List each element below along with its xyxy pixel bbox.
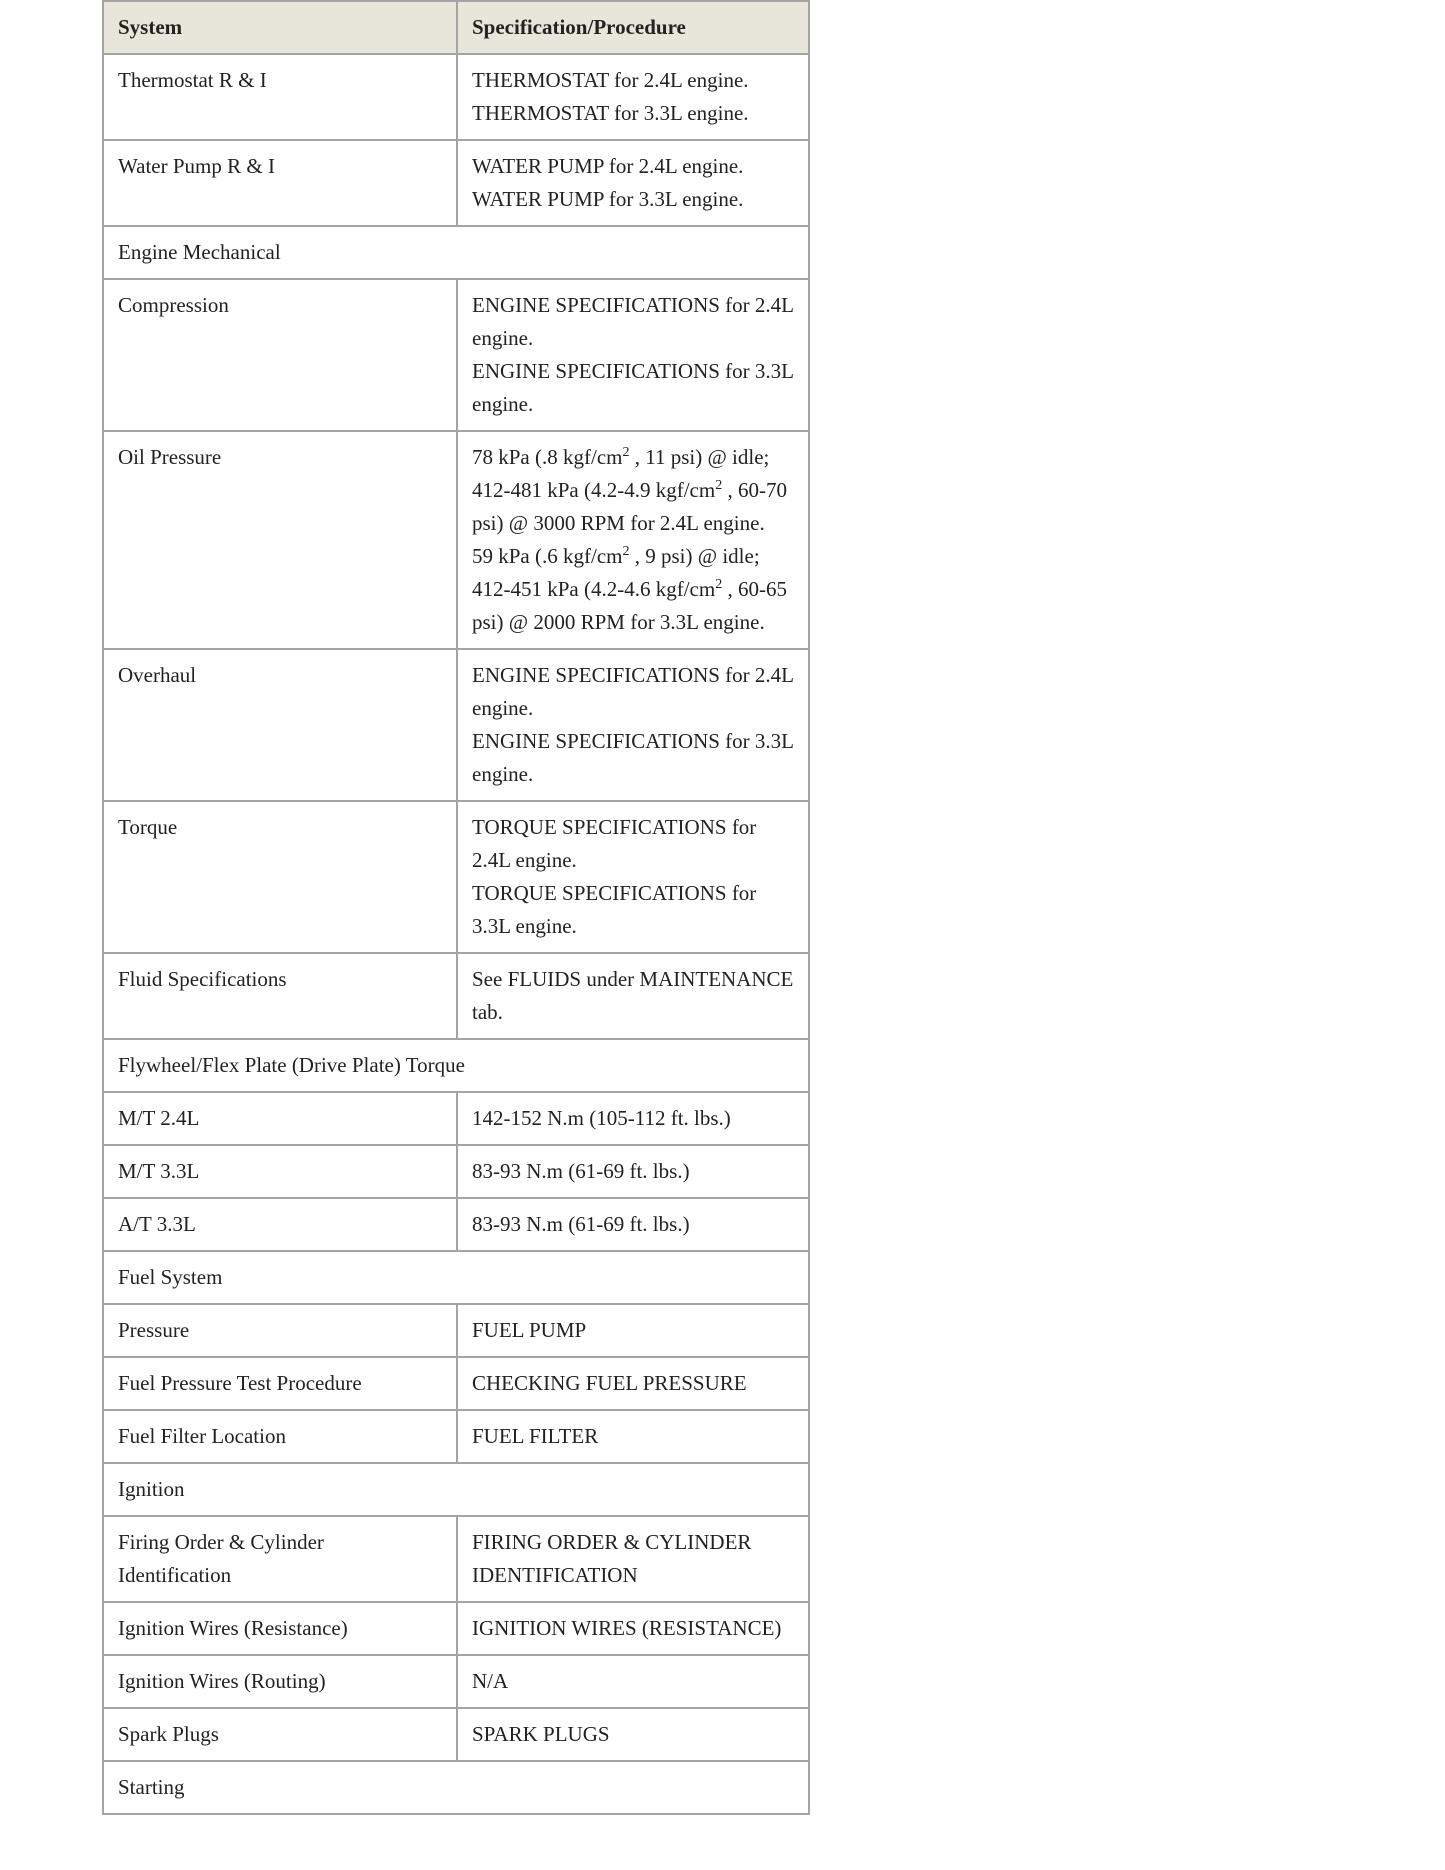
text-segment: , 60-70 psi) @ 3000 RPM for 2.4L engine. [472,478,787,535]
text-segment: 78 kPa (.8 kgf/cm [472,445,623,469]
table-row [103,1655,809,1708]
superscript: 2 [715,577,723,592]
table-row [103,431,809,649]
row-label: Firing Order & Cylinder Identification [103,1516,457,1602]
section-row [103,1761,809,1814]
row-value [457,54,809,140]
specifications-table [102,0,810,1815]
row-value [457,649,809,801]
value-line: ENGINE SPECIFICATIONS for 3.3L engine. [472,359,794,416]
row-value [457,431,809,649]
row-value: FUEL FILTER [457,1410,809,1463]
row-value [457,279,809,431]
value-line: THERMOSTAT for 2.4L engine. [472,68,749,92]
value-line: ENGINE SPECIFICATIONS for 2.4L engine. [472,293,794,350]
row-value: FUEL PUMP [457,1304,809,1357]
table-row [103,1602,809,1655]
row-label: Ignition Wires (Routing) [103,1655,457,1708]
table-header-row [103,1,809,54]
section-row [103,226,809,279]
section-row [103,1463,809,1516]
table-row [103,1304,809,1357]
row-label: Pressure [103,1304,457,1357]
row-value: 83-93 N.m (61-69 ft. lbs.) [457,1198,809,1251]
row-label: Thermostat R & I [103,54,457,140]
row-label: Compression [103,279,457,431]
section-row [103,1039,809,1092]
row-value: SPARK PLUGS [457,1708,809,1761]
row-label: M/T 3.3L [103,1145,457,1198]
table-row [103,1410,809,1463]
text-segment: , 60-65 psi) @ 2000 RPM for 3.3L engine. [472,577,787,634]
row-value: 83-93 N.m (61-69 ft. lbs.) [457,1145,809,1198]
row-value: FIRING ORDER & CYLINDER IDENTIFICATION [457,1516,809,1602]
text-segment: 59 kPa (.6 kgf/cm [472,544,623,568]
section-heading: Starting [103,1761,809,1814]
section-heading: Engine Mechanical [103,226,809,279]
table-row [103,1708,809,1761]
row-value: IGNITION WIRES (RESISTANCE) [457,1602,809,1655]
superscript: 2 [622,445,630,460]
row-label: Fluid Specifications [103,953,457,1039]
table-row [103,1357,809,1410]
row-value: N/A [457,1655,809,1708]
text-segment: , 11 psi) @ idle; 412-481 kPa (4.2-4.9 kgf/cm [472,445,770,502]
value-line: TORQUE SPECIFICATIONS for 2.4L engine. [472,815,757,872]
section-heading: Flywheel/Flex Plate (Drive Plate) Torque [103,1039,809,1092]
section-heading: Fuel System [103,1251,809,1304]
table-row [103,140,809,226]
value-paragraph [472,441,794,540]
value-line: WATER PUMP for 2.4L engine. [472,154,744,178]
value-line: WATER PUMP for 3.3L engine. [472,187,744,211]
value-paragraph [472,540,794,639]
row-label: Water Pump R & I [103,140,457,226]
table-row [103,54,809,140]
section-heading: Ignition [103,1463,809,1516]
value-line: THERMOSTAT for 3.3L engine. [472,101,749,125]
row-label: M/T 2.4L [103,1092,457,1145]
table-row [103,649,809,801]
table-row [103,953,809,1039]
row-label: Spark Plugs [103,1708,457,1761]
table-row [103,1198,809,1251]
superscript: 2 [715,478,723,493]
table-row [103,279,809,431]
value-line: TORQUE SPECIFICATIONS for 3.3L engine. [472,881,757,938]
row-value [457,801,809,953]
section-row [103,1251,809,1304]
row-label: Torque [103,801,457,953]
row-label: Overhaul [103,649,457,801]
table-row [103,1092,809,1145]
row-label: Fuel Pressure Test Procedure [103,1357,457,1410]
value-line: ENGINE SPECIFICATIONS for 3.3L engine. [472,729,794,786]
header-specification: Specification/Procedure [457,1,809,54]
row-value: 142-152 N.m (105-112 ft. lbs.) [457,1092,809,1145]
row-value: CHECKING FUEL PRESSURE [457,1357,809,1410]
row-label: A/T 3.3L [103,1198,457,1251]
row-value [457,140,809,226]
value-line: ENGINE SPECIFICATIONS for 2.4L engine. [472,663,794,720]
table-row [103,801,809,953]
row-label: Ignition Wires (Resistance) [103,1602,457,1655]
table-row [103,1516,809,1602]
header-system: System [103,1,457,54]
row-label: Oil Pressure [103,431,457,649]
superscript: 2 [622,544,630,559]
row-label: Fuel Filter Location [103,1410,457,1463]
table-row [103,1145,809,1198]
row-value: See FLUIDS under MAINTENANCE tab. [457,953,809,1039]
text-segment: , 9 psi) @ idle; 412-451 kPa (4.2-4.6 kgf/cm [472,544,760,601]
